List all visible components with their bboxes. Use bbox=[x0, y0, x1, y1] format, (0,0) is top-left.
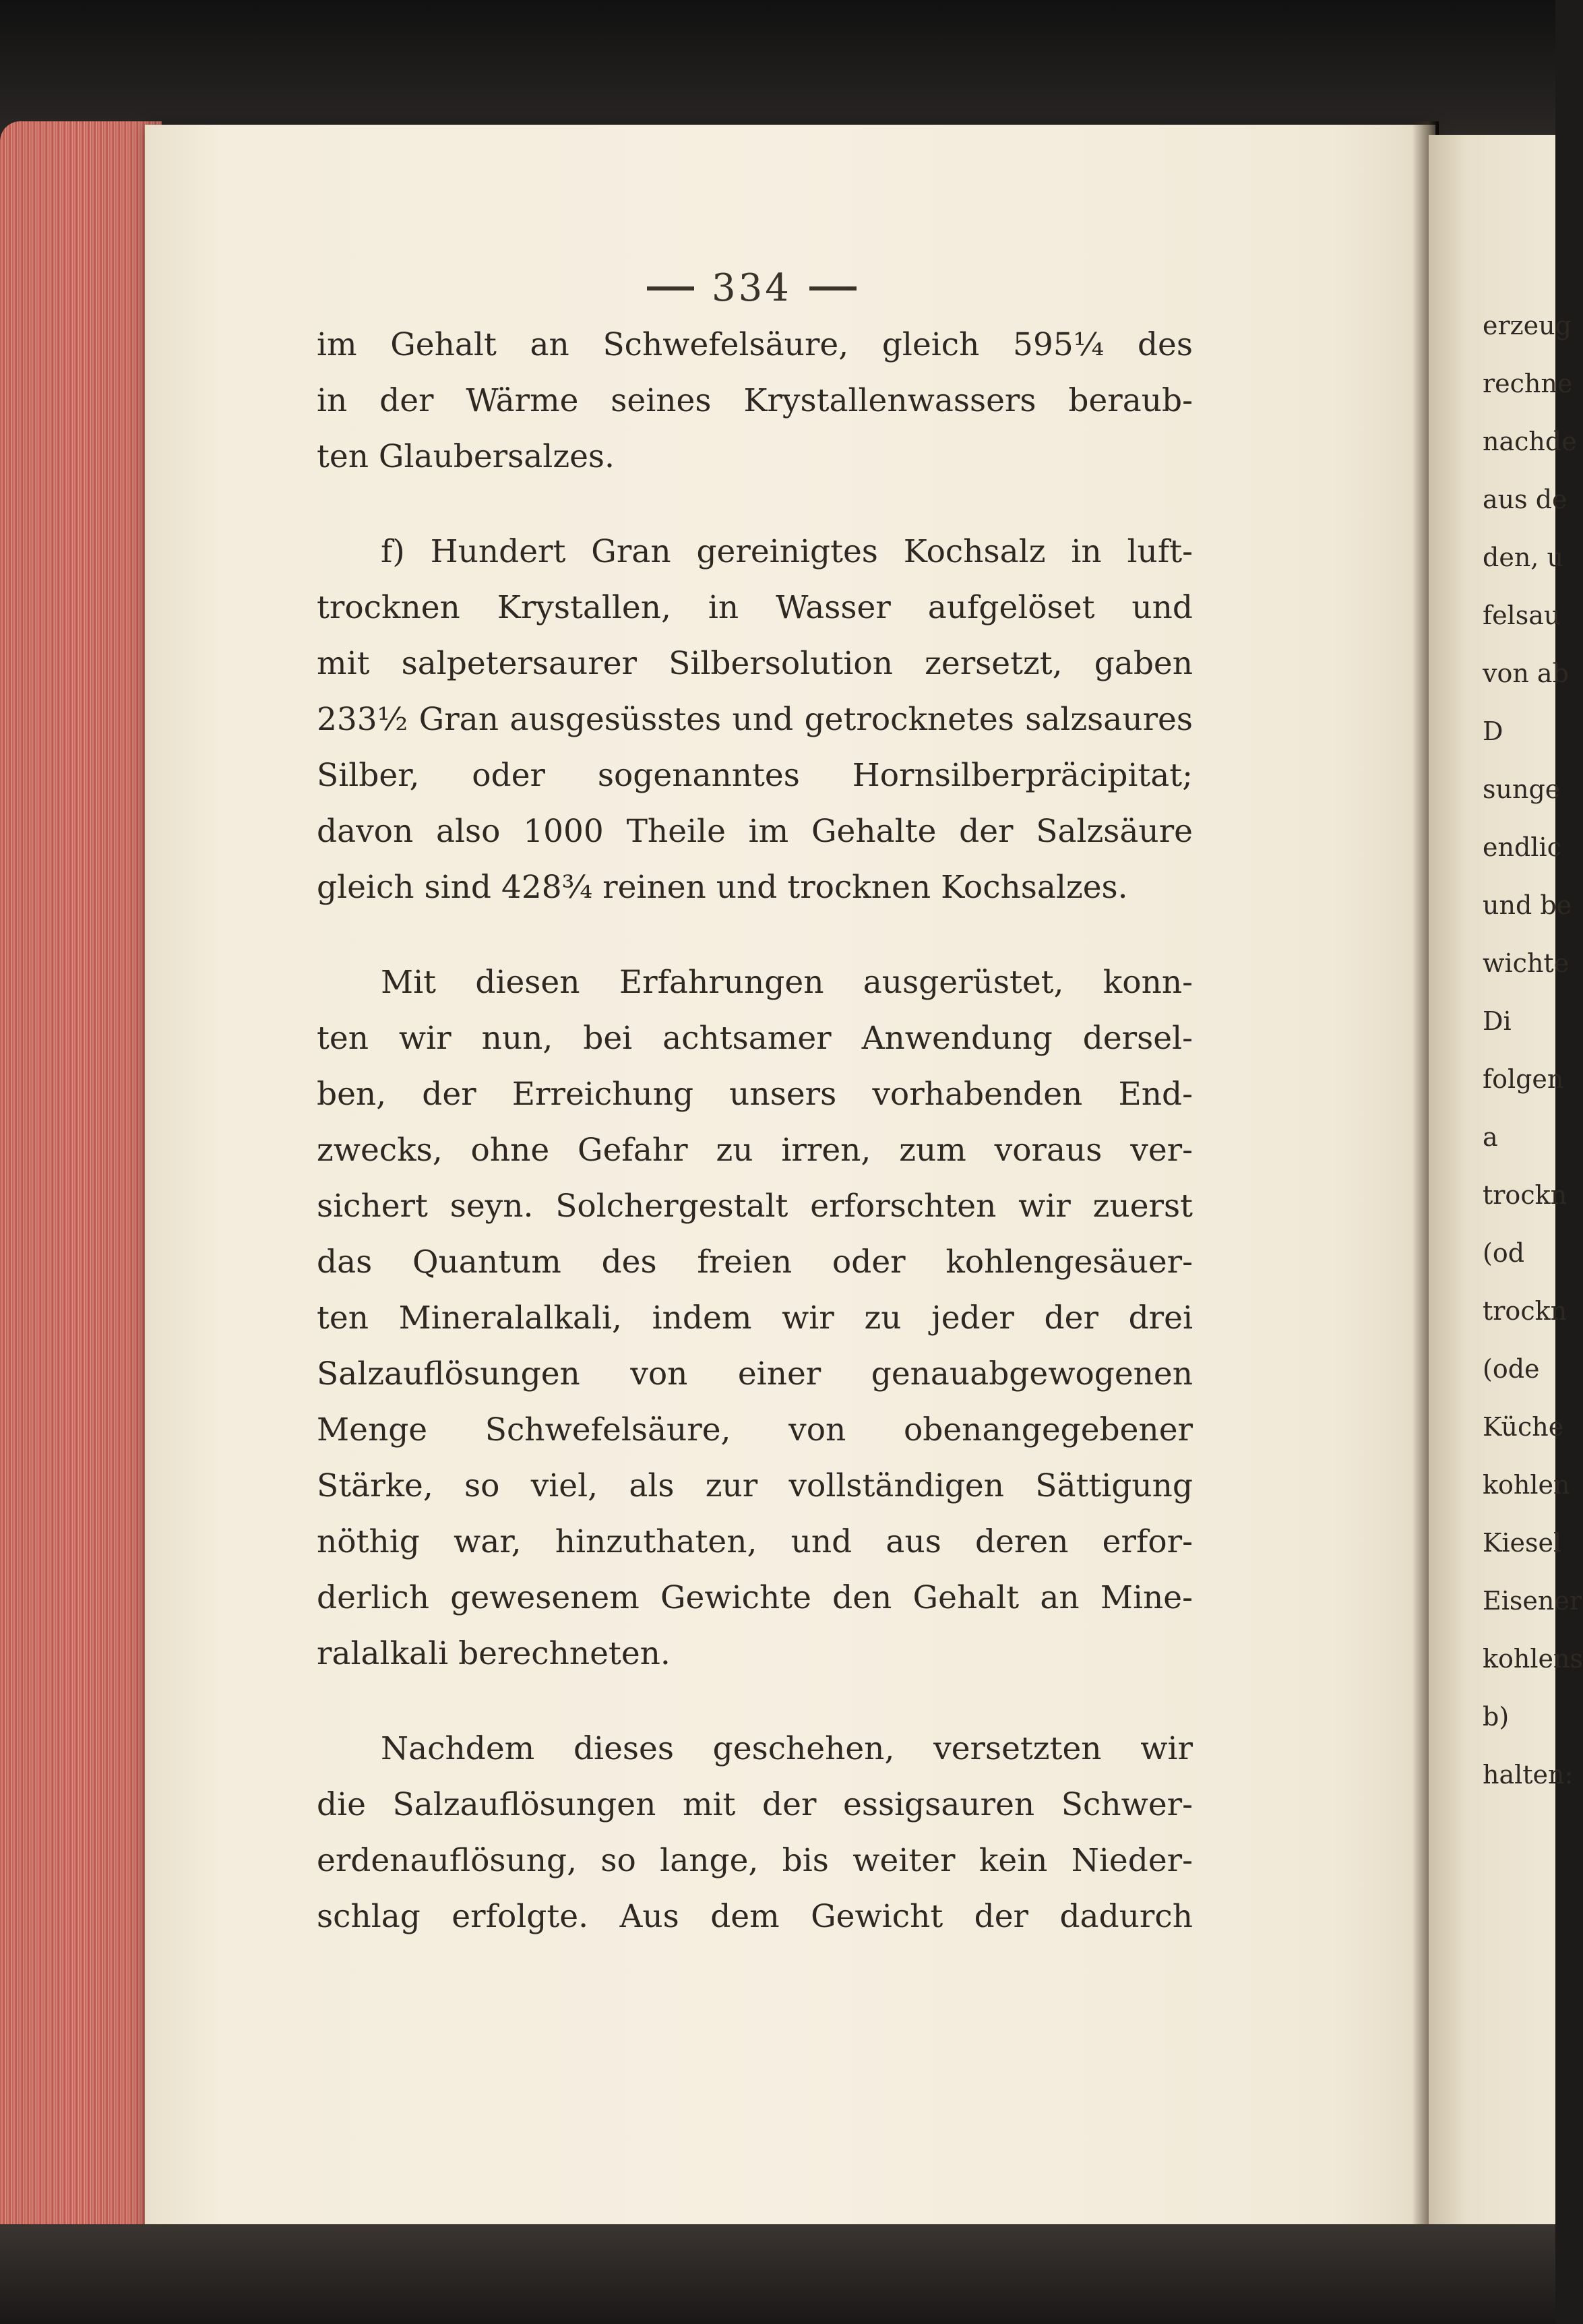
fragment-line: halten: bbox=[1483, 1760, 1574, 1790]
text-line: mit salpetersaurer Silbersolution zersetzt, gaben bbox=[317, 645, 1193, 682]
text-line: zwecks, ohne Gefahr zu irren, zum voraus ver- bbox=[317, 1132, 1193, 1169]
fragment-line: folgen bbox=[1483, 1064, 1564, 1094]
text-line: davon also 1000 Theile im Gehalte der Salzsäure bbox=[317, 813, 1193, 850]
backdrop bbox=[0, 0, 1555, 135]
text-line: Menge Schwefelsäure, von obenangegebener bbox=[317, 1411, 1193, 1448]
text-line: Silber, oder sogenanntes Hornsilberpräcipitat; bbox=[317, 757, 1193, 794]
fragment-line: rechne bbox=[1483, 369, 1573, 398]
fragment-line: b) bbox=[1483, 1702, 1510, 1732]
text-line: sichert seyn. Solchergestalt erforschten wir zuerst bbox=[317, 1188, 1193, 1225]
fragment-line: den, u bbox=[1483, 543, 1563, 572]
text-line: das Quantum des freien oder kohlengesäuer- bbox=[317, 1244, 1193, 1281]
fragment-line: sunge bbox=[1483, 774, 1561, 804]
facing-page-fragments bbox=[1483, 297, 1583, 1804]
fragment-line: aus de bbox=[1483, 485, 1568, 514]
header-dash-right bbox=[809, 286, 857, 290]
text-line: in der Wärme seines Krystallenwassers beraub- bbox=[317, 382, 1193, 419]
text-line: ten Glaubersalzes. bbox=[317, 438, 615, 475]
text-line: erdenauflösung, so lange, bis weiter kein Nieder- bbox=[317, 1842, 1193, 1879]
fragment-line: endlic bbox=[1483, 832, 1561, 862]
text-line: Salzauflösungen von einer genauabgewogenen bbox=[317, 1355, 1193, 1393]
fragment-line: von ab bbox=[1483, 659, 1569, 688]
text-line: im Gehalt an Schwefelsäure, gleich 595¼ des bbox=[317, 326, 1193, 363]
text-line: derlich gewesenem Gewichte den Gehalt an Mine- bbox=[317, 1579, 1193, 1616]
fragment-line: Küche bbox=[1483, 1412, 1564, 1442]
fragment-line: kohlen bbox=[1483, 1470, 1570, 1500]
text-line: Mit diesen Erfahrungen ausgerüstet, konn- bbox=[381, 964, 1193, 1001]
fragment-line: trockn bbox=[1483, 1296, 1568, 1326]
fragment-line: Di bbox=[1483, 1006, 1512, 1036]
text-line: 233½ Gran ausgesüsstes und getrocknetes salzsaures bbox=[317, 701, 1193, 738]
paragraph bbox=[317, 1721, 1193, 1945]
paragraph bbox=[317, 954, 1193, 1682]
fragment-line: erzeug bbox=[1483, 311, 1572, 340]
book-fore-edge bbox=[0, 121, 162, 2305]
body-text bbox=[317, 317, 1193, 1945]
fragment-line: a bbox=[1483, 1122, 1498, 1152]
fragment-line: felsau bbox=[1483, 601, 1561, 630]
fragment-line: Eisener bbox=[1483, 1586, 1582, 1616]
paragraph bbox=[317, 524, 1193, 915]
text-line: schlag erfolgte. Aus dem Gewicht der dadurch bbox=[317, 1898, 1193, 1935]
fragment-line: kohlens bbox=[1483, 1644, 1583, 1674]
fragment-line: D bbox=[1483, 716, 1503, 746]
fragment-line: nachde bbox=[1483, 427, 1577, 456]
text-line: Nachdem dieses geschehen, versetzten wir bbox=[381, 1730, 1193, 1767]
text-line: Stärke, so viel, als zur vollständigen Sättigung bbox=[317, 1467, 1193, 1504]
text-line: die Salzauflösungen mit der essigsauren Schwer- bbox=[317, 1786, 1193, 1823]
fragment-line: (ode bbox=[1483, 1354, 1540, 1384]
fragment-line: (od bbox=[1483, 1238, 1525, 1268]
text-line: ten wir nun, bei achtsamer Anwendung dersel- bbox=[317, 1020, 1193, 1057]
fragment-line: trockn bbox=[1483, 1180, 1568, 1210]
header-dash-left bbox=[647, 286, 694, 290]
text-line: ralalkali berechneten. bbox=[317, 1635, 671, 1672]
text-line: f) Hundert Gran gereinigtes Kochsalz in luft- bbox=[381, 533, 1193, 570]
backdrop-bottom bbox=[0, 2224, 1555, 2324]
text-line: gleich sind 428¾ reinen und trocknen Kochsalzes. bbox=[317, 869, 1128, 906]
text-line: ben, der Erreichung unsers vorhabenden End- bbox=[317, 1076, 1193, 1113]
fragment-line: und be bbox=[1483, 890, 1572, 920]
fragment-line: Kiesel bbox=[1483, 1528, 1562, 1558]
text-line: ten Mineralalkali, indem wir zu jeder der drei bbox=[317, 1299, 1193, 1337]
text-line: nöthig war, hinzuthaten, und aus deren erfor- bbox=[317, 1523, 1193, 1560]
page-number-header bbox=[647, 266, 917, 310]
fragment-line: wichte bbox=[1483, 948, 1570, 978]
page-number: 334 bbox=[712, 266, 792, 310]
text-line: trocknen Krystallen, in Wasser aufgelöset und bbox=[317, 589, 1193, 626]
paragraph bbox=[317, 317, 1193, 485]
